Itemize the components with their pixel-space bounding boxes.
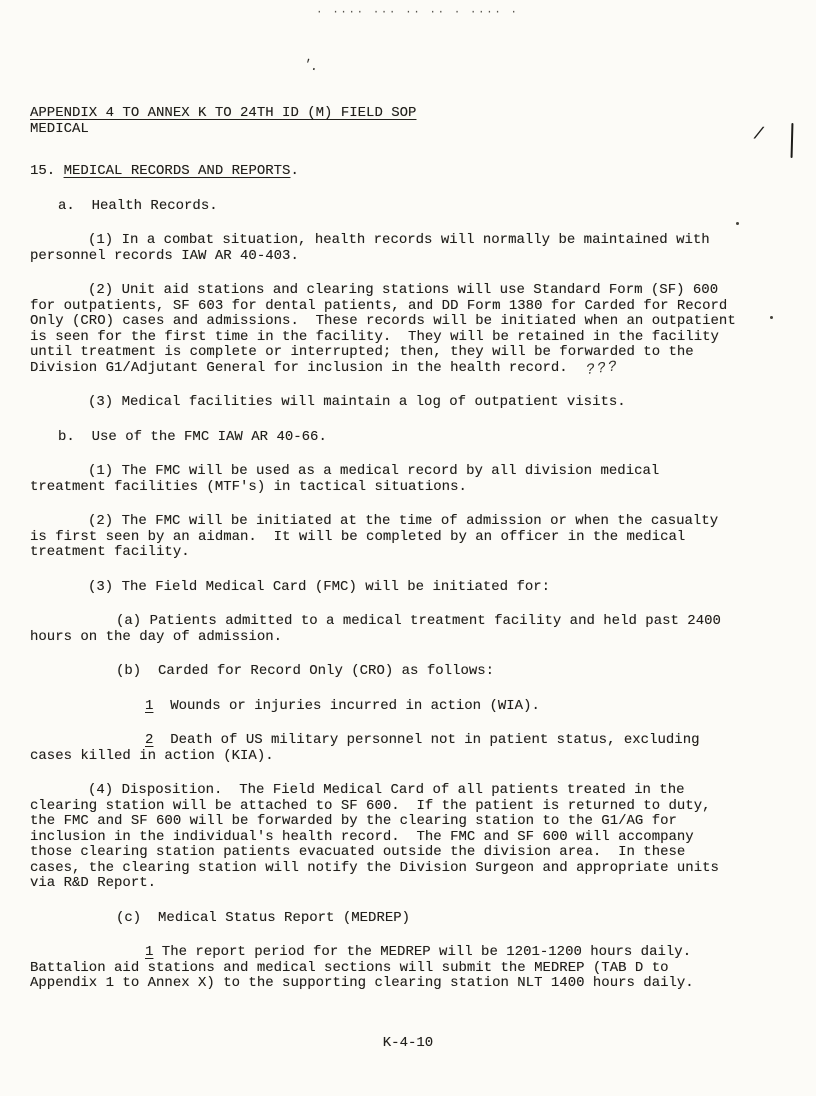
para-text: The Field Medical Card (FMC) will be initiated for: xyxy=(121,578,551,595)
document-header xyxy=(30,106,742,137)
para-text: Health Records. xyxy=(91,197,218,214)
para-label: (3) xyxy=(88,394,122,410)
item-2-kia xyxy=(30,733,742,764)
para-text: Use of the FMC IAW AR 40-66. xyxy=(91,428,327,445)
section-heading xyxy=(30,164,742,180)
scan-artifact-ink-mark: '. xyxy=(301,56,321,75)
para-label: a. xyxy=(58,197,92,214)
page-number: K-4-10 xyxy=(382,1035,434,1051)
document-body xyxy=(30,163,745,992)
para-b3b xyxy=(30,664,742,680)
scan-artifact-slash-mark: / xyxy=(751,124,766,146)
para-label: b. xyxy=(58,428,92,445)
scan-artifact-top-dots: · ···· ··· ·· ·· · ···· · xyxy=(316,7,519,19)
para-label: (a) xyxy=(116,613,150,629)
para-label: (2) xyxy=(88,282,122,298)
para-label: (1) xyxy=(88,463,122,479)
para-b2 xyxy=(30,514,742,561)
para-label: (2) xyxy=(88,513,122,529)
para-label: (c) xyxy=(116,909,159,926)
para-b-fmc xyxy=(30,430,742,446)
scan-artifact-speck xyxy=(770,316,773,319)
section-title: MEDICAL RECORDS AND REPORTS xyxy=(63,163,291,179)
para-text: Disposition. The Field Medical Card of all patients treated in the clearing station will be attached to SF 600. If the patient is returned to duty, the FMC and SF 600 will be forwarded by the clearing station to the G1/AG for inclusion in the individual's health record. The FMC and SF 600 will accompany those clearing station patients evacuated outside the division area. In these cases, the clearing station will notify the Division Surgeon and appropriate units via R&D Report. xyxy=(30,782,728,891)
para-b3a xyxy=(30,614,742,645)
item-1-wia xyxy=(30,699,742,715)
para-c-medrep xyxy=(30,911,742,927)
para-label: (1) xyxy=(88,232,122,248)
para-text: Patients admitted to a medical treatment facility and held past 2400 hours on the day of admission. xyxy=(30,613,730,645)
para-text: In a combat situation, health records will normally be maintained with personnel records IAW AR 40-403. xyxy=(30,232,719,264)
appendix-title: APPENDIX 4 TO ANNEX K TO 24TH ID (M) FIELD SOP xyxy=(30,105,417,121)
para-a3 xyxy=(30,395,742,411)
para-text: The report period for the MEDREP will be 1201-1200 hours daily. Battalion aid stations and medical sections will submit the MEDREP (TAB D to Appendix 1 to Annex X) to the supporting clearing station NLT 1400 hours daily. xyxy=(30,944,708,991)
para-a-health-records xyxy=(30,199,742,215)
para-text: Medical facilities will maintain a log of outpatient visits. xyxy=(121,394,626,410)
section-period: . xyxy=(290,163,299,179)
para-text: Death of US military personnel not in patient status, excluding cases killed in action (KIA). xyxy=(30,732,708,764)
para-b3 xyxy=(30,580,742,596)
item-1-medrep-period xyxy=(30,945,742,992)
appendix-subtitle: MEDICAL xyxy=(30,120,89,137)
scan-artifact-vertical-bar xyxy=(791,123,794,158)
para-label: (b) xyxy=(116,663,159,679)
item-number: 2 xyxy=(145,732,154,748)
para-label: (4) xyxy=(88,782,122,798)
para-text: Carded for Record Only (CRO) as follows: xyxy=(158,663,495,679)
para-label: (3) xyxy=(88,578,122,595)
para-b1 xyxy=(30,464,742,495)
section-number: 15. xyxy=(30,163,64,179)
item-number: 1 xyxy=(145,697,154,714)
scan-artifact-speck xyxy=(736,222,739,225)
item-number: 1 xyxy=(145,944,154,960)
para-a2 xyxy=(30,282,745,379)
para-text: Unit aid stations and clearing stations will use Standard Form (SF) 600 for outpatients, SF 603 for dental patients, and DD Form 1380 for Carded for Record Only (CRO) cases and admissions. These records will be initiated when an outpatient is seen for the first time in the facility. They will be retained in the facility until treatment is complete or interrupted; then, they will be forwarded to the Division G1/Adjutant General for inclusion in the health record. xyxy=(30,282,745,376)
para-text: The FMC will be initiated at the time of admission or when the casualty is first seen by an aidman. It will be completed by an officer in the medical treatment facility. xyxy=(30,513,727,560)
para-text: The FMC will be used as a medical record by all division medical treatment facilities (MTF's) in tactical situations. xyxy=(30,463,668,495)
para-b4-disposition xyxy=(30,783,742,892)
para-a1 xyxy=(30,233,742,264)
para-text: Medical Status Report (MEDREP) xyxy=(158,909,411,926)
para-text: Wounds or injuries incurred in action (WIA). xyxy=(153,697,540,714)
handwritten-question-marks: ??? xyxy=(585,358,620,379)
